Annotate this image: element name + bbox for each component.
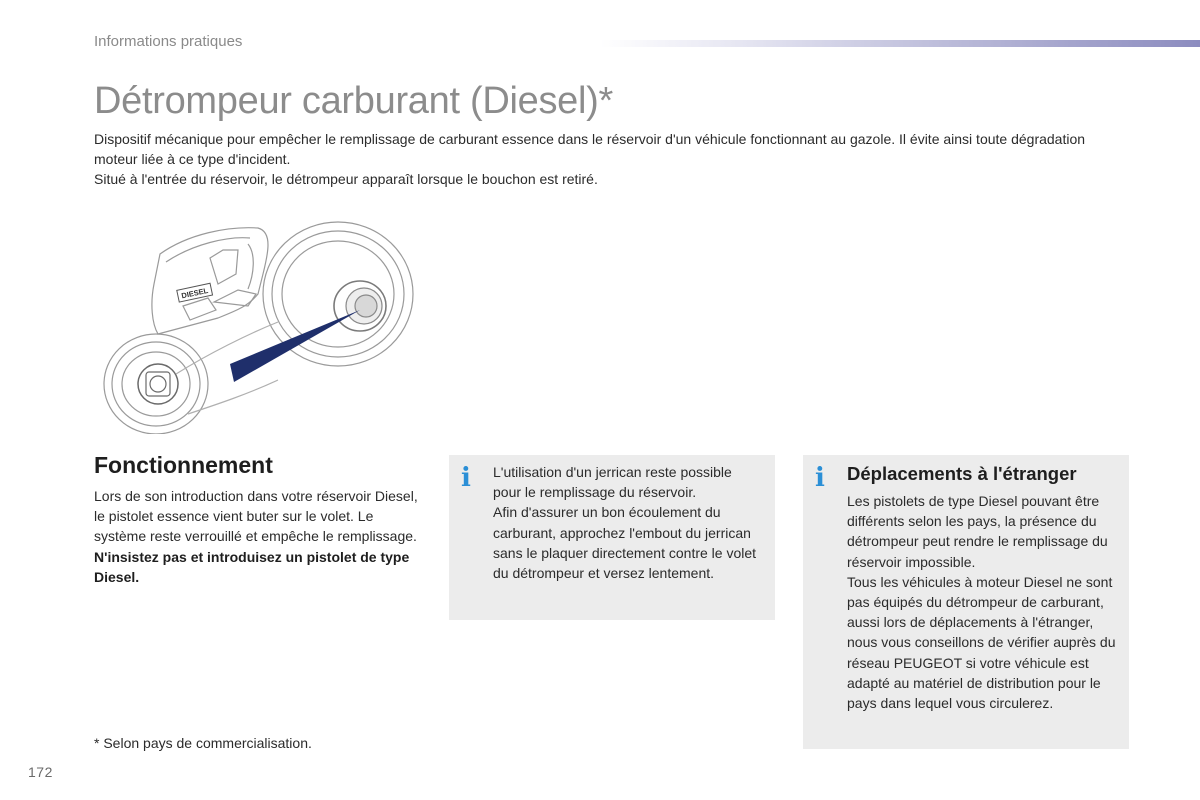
intro-text <box>94 129 1124 189</box>
page-number: 172 <box>28 764 53 780</box>
info-jerrican-text <box>493 462 763 583</box>
intro-paragraph-1: Dispositif mécanique pour empêcher le remplissage de carburant essence dans le réservoir d'un véhicule fonctionnant au gazole. Il évite ainsi toute dégradation moteur liée à ce type d'incident. <box>94 131 1086 167</box>
footnote: * Selon pays de commercialisation. <box>94 735 312 751</box>
info-etranger-text <box>847 491 1117 713</box>
intro-paragraph-2: Situé à l'entrée du réservoir, le détrompeur apparaît lorsque le bouchon est retiré. <box>94 171 598 187</box>
info-box-jerrican <box>449 455 775 620</box>
info-etranger-title: Déplacements à l'étranger <box>847 463 1077 484</box>
fuel-filler-illustration <box>98 214 428 434</box>
fonctionnement-warning: N'insistez pas et introduisez un pistolet de type Diesel. <box>94 548 410 585</box>
fonctionnement-paragraph: Lors de son introduction dans votre réservoir Diesel, le pistolet essence vient buter sur le volet. Le système reste verrouillé et empêche le remplissage. <box>94 488 418 545</box>
header-section-label: Informations pratiques <box>94 33 243 50</box>
info-jerrican-paragraph-1: L'utilisation d'un jerrican reste possible pour le remplissage du réservoir. <box>493 464 732 501</box>
info-icon: i <box>461 463 471 493</box>
info-jerrican-paragraph-2: Afin d'assurer un bon écoulement du carburant, approchez l'embout du jerrican sans le plaquer directement contre le volet du détrompeur et versez lentement. <box>493 504 757 582</box>
page-title: Détrompeur carburant (Diesel)* <box>94 80 613 122</box>
diesel-label: DIESEL <box>180 285 209 301</box>
fonctionnement-heading: Fonctionnement <box>94 452 273 478</box>
header-accent-bar <box>600 40 1200 47</box>
info-icon: i <box>815 463 825 493</box>
info-etranger-paragraph-1: Les pistolets de type Diesel pouvant être différents selon les pays, la présence du détrompeur peut rendre le remplissage du réservoir impossible. <box>847 493 1108 570</box>
info-etranger-paragraph-2: Tous les véhicules à moteur Diesel ne sont pas équipés du détrompeur de carburant, aussi lors de déplacements à l'étranger, nous vous conseillons de vérifier auprès du réseau PEUGEOT si votre véhicule est adapté au matériel de distribution pour le pays dans lequel vous circulerez. <box>847 573 1116 712</box>
fonctionnement-body <box>94 486 419 587</box>
info-box-etranger <box>803 455 1129 749</box>
